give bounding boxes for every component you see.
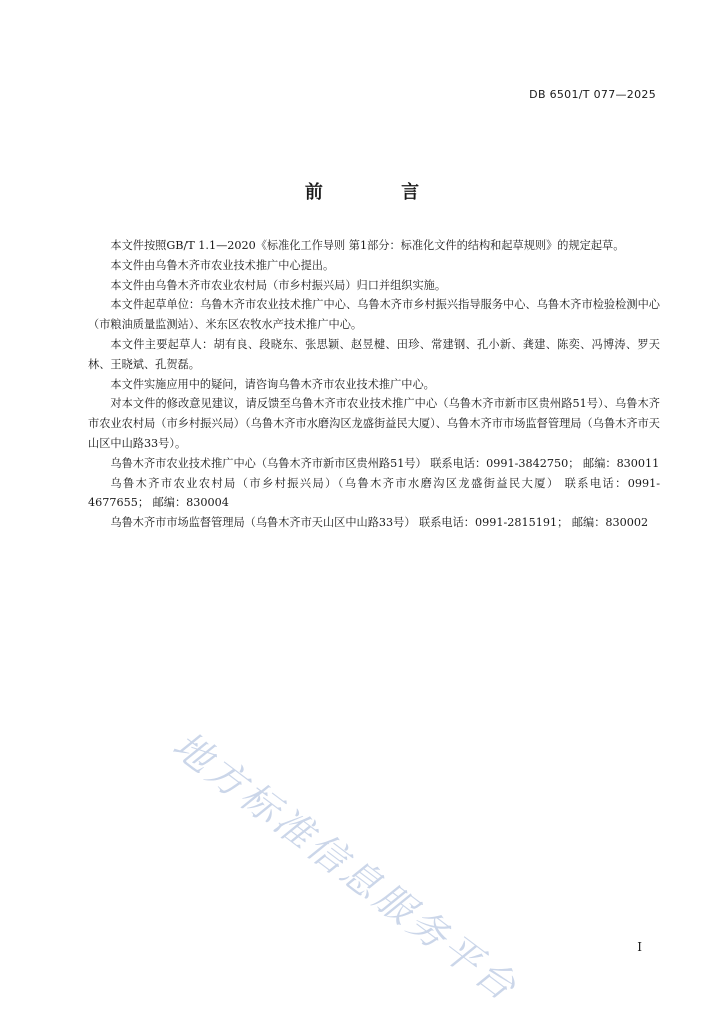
paragraph-contact-1: 乌鲁木齐市农业技术推广中心（乌鲁木齐市新市区贵州路51号） 联系电话：0991-3842750； 邮编：830011 [110, 456, 660, 470]
paragraph-contact-3: 乌鲁木齐市市场监督管理局（乌鲁木齐市天山区中山路33号） 联系电话：0991-2815191； 邮编：830002 [110, 516, 649, 530]
paragraph-drafting-rules: 本文件按照GB/T 1.1—2020《标准化工作导则 第1部分：标准化文件的结构和起草规则》的规定起草。 [110, 239, 625, 252]
paragraph-administrator: 本文件由乌鲁木齐市农业农村局（市乡村振兴局）归口并组织实施。 [110, 278, 447, 292]
paragraph-contact-2: 乌鲁木齐市农业农村局（市乡村振兴局）（乌鲁木齐市水磨沟区龙盛街益民大厦） 联系电话：0991-4677655； 邮编：830004 [88, 476, 660, 510]
page-number: I [637, 940, 642, 954]
watermark: 地方标准信息服务平台 [164, 722, 527, 1011]
paragraph-proposer: 本文件由乌鲁木齐市农业技术推广中心提出。 [110, 258, 335, 272]
document-number: DB 6501/T 077—2025 [529, 88, 656, 101]
paragraph-feedback: 对本文件的修改意见建议，请反馈至乌鲁木齐市农业技术推广中心（乌鲁木齐市新市区贵州路51号）、乌鲁木齐市农业农村局（市乡村振兴局）（乌鲁木齐市水磨沟区龙盛街益民大厦）、乌鲁木齐市市场监督管理局（乌鲁木齐市天山区中山路33号）。 [88, 397, 660, 450]
paragraph-drafting-units: 本文件起草单位：乌鲁木齐市农业技术推广中心、乌鲁木齐市乡村振兴指导服务中心、乌鲁木齐市检验检测中心（市粮油质量监测站）、米东区农牧水产技术推广中心。 [88, 298, 660, 332]
page-title: 前 言 [304, 182, 456, 203]
paragraph-drafters: 本文件主要起草人：胡有良、段晓东、张思颖、赵昱楗、田珍、常建钢、孔小新、龚建、陈奕、冯博涛、罗天林、王晓斌、孔贺磊。 [88, 337, 660, 371]
paragraph-inquiries: 本文件实施应用中的疑问，请咨询乌鲁木齐市农业技术推广中心。 [110, 377, 435, 391]
preface-body [88, 236, 660, 533]
